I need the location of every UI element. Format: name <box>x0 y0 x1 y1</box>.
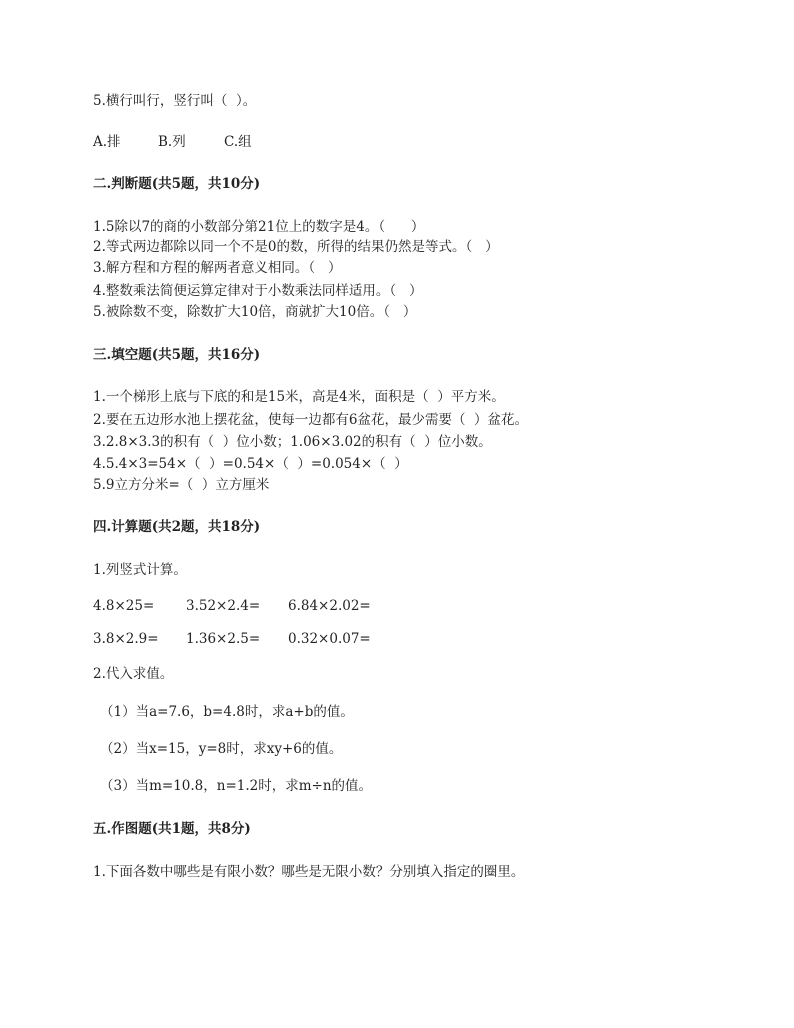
calc-expr-6: 0.32×0.07= <box>288 631 371 647</box>
option-a: A.排 <box>93 134 121 150</box>
substitute-item-3: （3）当m=10.8，n=1.2时，求m÷n的值。 <box>100 778 373 794</box>
calc-question-2: 2.代入求值。 <box>93 666 174 682</box>
calc-expr-1: 4.8×25= <box>93 598 155 614</box>
fill-item-1: 1.一个梯形上底与下底的和是15米，高是4米，面积是（ ）平方米。 <box>93 389 505 405</box>
calc-expr-2: 3.52×2.4= <box>186 598 261 614</box>
fill-item-4: 4.5.4×3=54×（ ）=0.54×（ ）=0.054×（ ） <box>93 456 408 472</box>
substitute-item-2: （2）当x=15，y=8时，求xy+6的值。 <box>100 741 343 757</box>
calc-expr-4: 3.8×2.9= <box>93 631 159 647</box>
section-3-heading: 三.填空题(共5题，共16分) <box>93 347 261 363</box>
calc-question-1: 1.列竖式计算。 <box>93 562 187 578</box>
judge-item-2: 2.等式两边都除以同一个不是0的数，所得的结果仍然是等式。（ ） <box>93 239 499 255</box>
question-5-stem: 5.横行叫行，竖行叫（ ）。 <box>93 93 257 109</box>
option-b: B.列 <box>158 134 186 150</box>
judge-item-5: 5.被除数不变，除数扩大10倍，商就扩大10倍。（ ） <box>93 304 417 320</box>
draw-question-1: 1.下面各数中哪些是有限小数？哪些是无限小数？分别填入指定的圈里。 <box>93 864 525 880</box>
fill-item-5: 5.9立方分米=（ ）立方厘米 <box>93 477 270 493</box>
section-2-heading: 二.判断题(共5题，共10分) <box>93 176 261 192</box>
substitute-item-1: （1）当a=7.6，b=4.8时，求a+b的值。 <box>100 704 354 720</box>
calc-expr-5: 1.36×2.5= <box>186 631 261 647</box>
section-5-heading: 五.作图题(共1题，共8分) <box>93 821 251 837</box>
fill-item-3: 3.2.8×3.3的积有（ ）位小数；1.06×3.02的积有（ ）位小数。 <box>93 434 492 450</box>
calc-expr-3: 6.84×2.02= <box>288 598 371 614</box>
fill-item-2: 2.要在五边形水池上摆花盆，使每一边都有6盆花，最少需要（ ）盆花。 <box>93 412 529 428</box>
option-c: C.组 <box>224 134 252 150</box>
judge-item-3: 3.解方程和方程的解两者意义相同。（ ） <box>93 260 342 276</box>
section-4-heading: 四.计算题(共2题，共18分) <box>93 519 261 535</box>
judge-item-4: 4.整数乘法简便运算定律对于小数乘法同样适用。（ ） <box>93 283 423 299</box>
judge-item-1: 1.5除以7的商的小数部分第21位上的数字是4。（ ） <box>93 219 425 235</box>
